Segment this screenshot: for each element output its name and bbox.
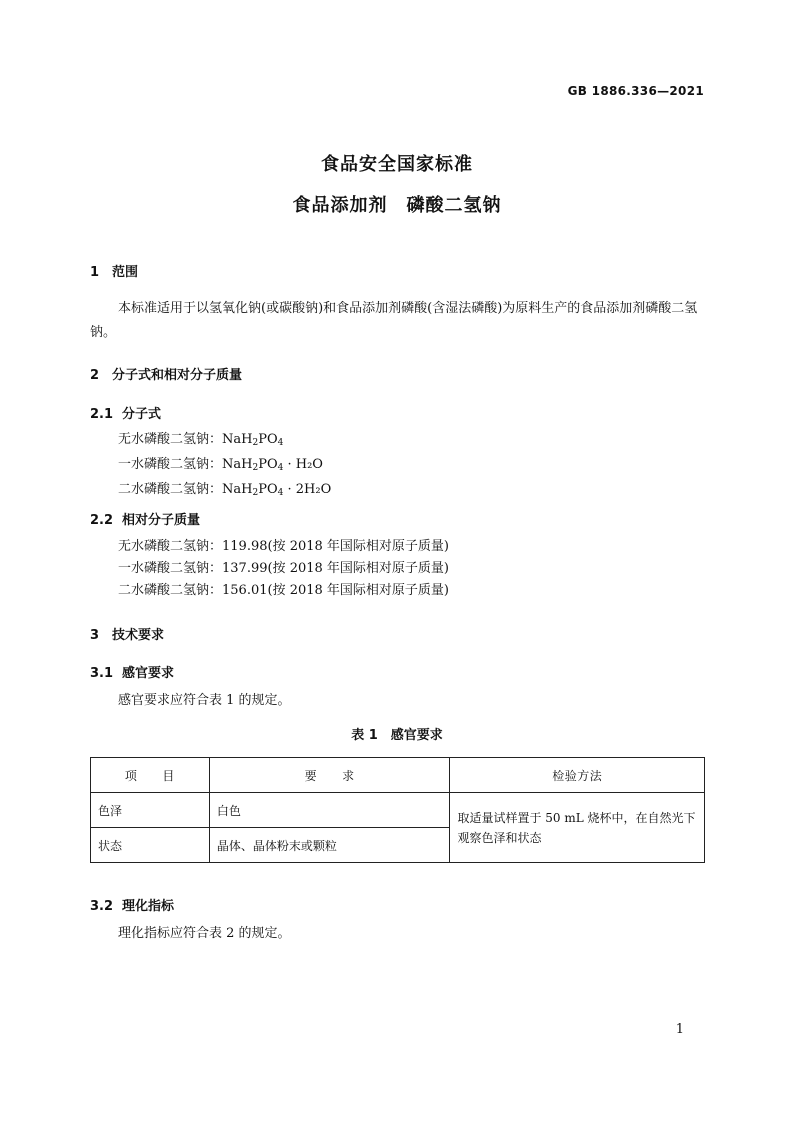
sensory-requirements-table <box>90 757 705 863</box>
table-cell-requirement: 白色 <box>209 793 450 828</box>
formula-list <box>118 429 331 504</box>
document-title: 食品安全国家标准 <box>321 154 473 175</box>
mass-line: 一水磷酸二氢钠：137.99(按 2018 年国际相对原子质量) <box>118 561 449 576</box>
section-1-paragraph: 本标准适用于以氢氧化钠(或碳酸钠)和食品添加剂磷酸(含湿法磷酸)为原料生产的食品添加剂磷酸二氢钠。 <box>90 301 698 340</box>
subsection-title: 理化指标 <box>122 899 175 914</box>
section-3-2-text: 理化指标应符合表 2 的规定。 <box>118 926 291 941</box>
section-2-1-heading <box>90 403 161 422</box>
table-header-method: 检验方法 <box>450 758 705 793</box>
subsection-number: 2.1 <box>90 407 114 422</box>
table-header-requirement: 要 求 <box>209 758 450 793</box>
section-3-heading <box>90 624 164 643</box>
subsection-number: 3.1 <box>90 666 114 681</box>
section-title: 技术要求 <box>112 628 165 643</box>
section-number: 2 <box>90 368 100 383</box>
subsection-title: 分子式 <box>122 407 162 422</box>
table-cell-item: 状态 <box>91 828 210 863</box>
table-cell-item: 色泽 <box>91 793 210 828</box>
section-2-2-heading <box>90 509 200 528</box>
section-title: 范围 <box>112 265 139 280</box>
table-row <box>91 793 705 828</box>
molecular-mass-list <box>118 536 449 602</box>
section-3-1-text: 感官要求应符合表 1 的规定。 <box>118 693 291 708</box>
mass-line: 二水磷酸二氢钠：156.01(按 2018 年国际相对原子质量) <box>118 583 449 598</box>
section-1-heading <box>90 261 138 280</box>
section-number: 3 <box>90 628 100 643</box>
section-title: 分子式和相对分子质量 <box>112 368 243 383</box>
subsection-title: 相对分子质量 <box>122 513 201 528</box>
page-number: 1 <box>675 1022 684 1037</box>
subsection-title: 感官要求 <box>122 666 175 681</box>
section-3-1-heading <box>90 662 174 681</box>
subsection-number: 2.2 <box>90 513 114 528</box>
formula-line-anhydrous: 无水磷酸二氢钠：$NaH_2PO_4$ <box>118 432 284 448</box>
table-1-caption: 表 1 感官要求 <box>351 728 443 743</box>
formula-line-dihydrate: 二水磷酸二氢钠：$NaH_2PO_4 \cdot 2H_2O$ <box>118 482 332 498</box>
subsection-number: 3.2 <box>90 899 114 914</box>
standard-number: GB 1886.336—2021 <box>567 84 704 98</box>
table-cell-requirement: 晶体、晶体粉末或颗粒 <box>209 828 450 863</box>
section-number: 1 <box>90 265 100 280</box>
document-subtitle: 食品添加剂 磷酸二氢钠 <box>292 195 502 216</box>
mass-line: 无水磷酸二氢钠：119.98(按 2018 年国际相对原子质量) <box>118 539 449 554</box>
table-header-row <box>91 758 705 793</box>
table-cell-method: 取适量试样置于 50 mL 烧杯中，在自然光下观察色泽和状态 <box>450 793 705 863</box>
table-header-item: 项 目 <box>91 758 210 793</box>
section-3-2-heading <box>90 895 174 914</box>
section-2-heading <box>90 364 242 383</box>
formula-line-monohydrate: 一水磷酸二氢钠：$NaH_2PO_4 \cdot H_2O$ <box>118 457 323 473</box>
